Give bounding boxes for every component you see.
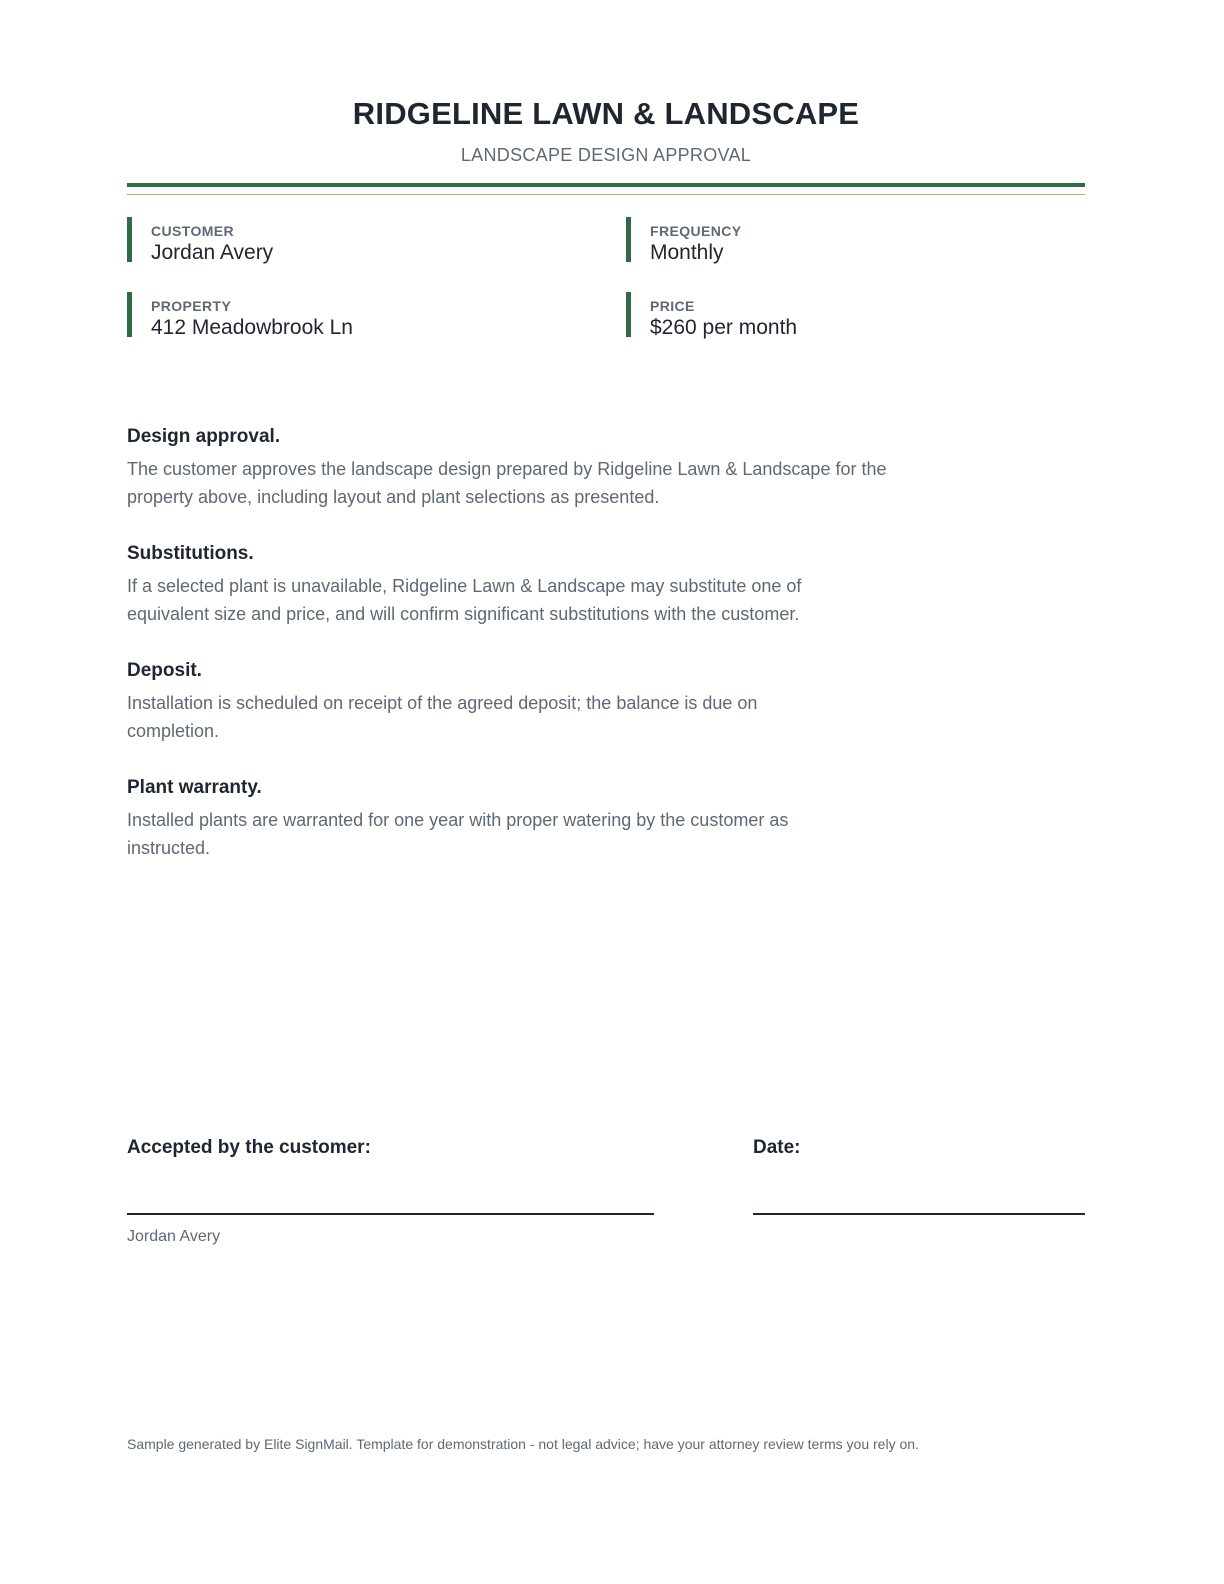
header-divider-green bbox=[127, 183, 1085, 187]
clause-body: Installation is scheduled on receipt of the agreed deposit; the balance is due on completion. bbox=[127, 693, 758, 741]
header-divider-gold bbox=[127, 194, 1085, 195]
property-value: 412 Meadowbrook Ln bbox=[151, 316, 353, 339]
clause-design-approval bbox=[127, 425, 947, 511]
customer-value: Jordan Avery bbox=[151, 241, 274, 264]
footer-disclaimer: Sample generated by Elite SignMail. Template for demonstration - not legal advice; have your attorney review terms you rely on. bbox=[127, 1436, 919, 1452]
clause-title: Substitutions. bbox=[127, 543, 254, 564]
clause-body: The customer approves the landscape design prepared by Ridgeline Lawn & Landscape for the property above, including layout and plant selections as presented. bbox=[127, 459, 887, 507]
property-label: PROPERTY bbox=[151, 298, 232, 314]
price-field bbox=[626, 292, 1066, 337]
clause-title: Design approval. bbox=[127, 426, 281, 447]
date-label: Date: bbox=[753, 1137, 801, 1158]
customer-field bbox=[127, 217, 567, 262]
price-value: $260 per month bbox=[650, 316, 798, 339]
clause-plant-warranty bbox=[127, 776, 847, 862]
customer-label: CUSTOMER bbox=[151, 223, 235, 239]
document-page bbox=[127, 0, 1085, 1584]
date-signature-line[interactable] bbox=[753, 1213, 1085, 1215]
clause-substitutions bbox=[127, 542, 847, 628]
frequency-value: Monthly bbox=[650, 241, 724, 264]
price-label: PRICE bbox=[650, 298, 695, 314]
frequency-label: FREQUENCY bbox=[650, 223, 742, 239]
clause-deposit bbox=[127, 659, 847, 745]
clause-body: If a selected plant is unavailable, Ridgeline Lawn & Landscape may substitute one of equivalent size and price, and will confirm significant substitutions with the customer. bbox=[127, 576, 802, 624]
company-name: RIDGELINE LAWN & LANDSCAPE bbox=[352, 96, 860, 131]
clause-title: Deposit. bbox=[127, 660, 202, 681]
clause-title: Plant warranty. bbox=[127, 777, 262, 798]
document-title: LANDSCAPE DESIGN APPROVAL bbox=[460, 145, 752, 165]
clause-body: Installed plants are warranted for one year with proper watering by the customer as instructed. bbox=[127, 810, 789, 858]
accepted-by-label: Accepted by the customer: bbox=[127, 1137, 371, 1158]
frequency-field bbox=[626, 217, 1066, 262]
customer-signature-line[interactable] bbox=[127, 1213, 654, 1215]
signer-name: Jordan Avery bbox=[127, 1228, 221, 1245]
property-field bbox=[127, 292, 567, 337]
